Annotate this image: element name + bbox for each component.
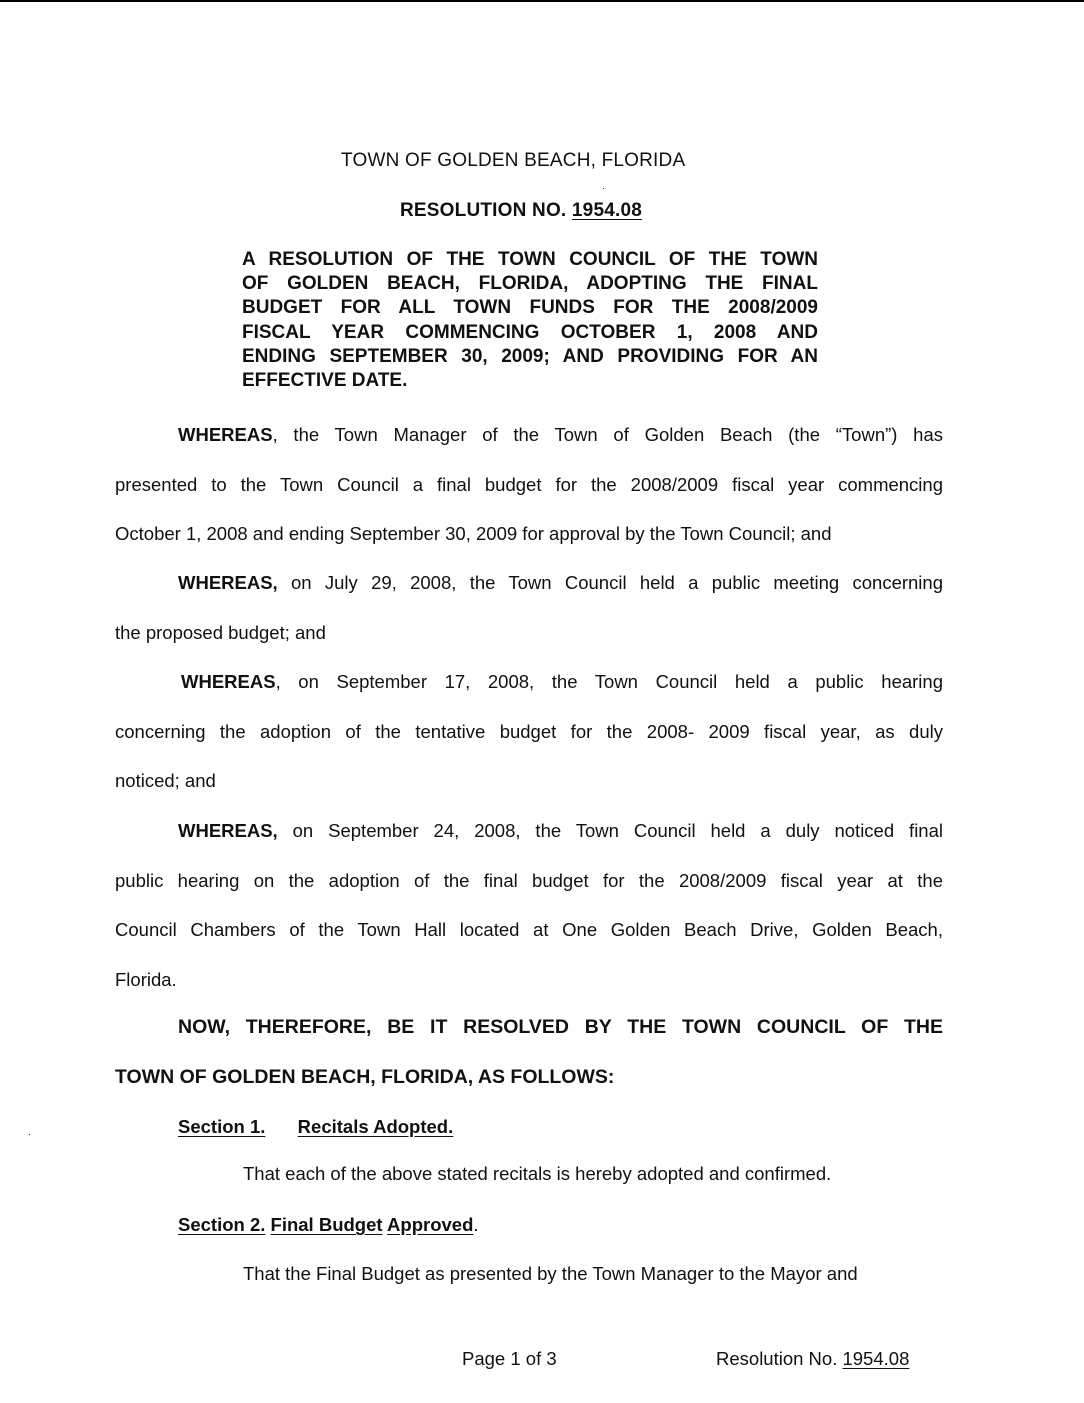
scan-top-edge bbox=[0, 0, 1084, 2]
clause-line: the proposed budget; and bbox=[115, 621, 326, 643]
clause-text: on July 29, 2008, the Town Council held a public meeting concerning bbox=[277, 572, 943, 593]
footer-resolution bbox=[716, 1348, 909, 1370]
town-name: TOWN OF GOLDEN BEACH, FLORIDA bbox=[341, 150, 686, 171]
footer-resolution-label: Resolution No. bbox=[716, 1348, 838, 1369]
resolved-line: TOWN OF GOLDEN BEACH, FLORIDA, AS FOLLOWS: bbox=[115, 1065, 615, 1088]
clause-text: on September 24, 2008, the Town Council held a duly noticed final bbox=[277, 820, 943, 841]
clause-line bbox=[115, 806, 943, 856]
resolution-heading bbox=[400, 200, 642, 222]
section-1-heading bbox=[178, 1116, 453, 1138]
clause-text: , the Town Manager of the Town of Golden Beach (the “Town”) has bbox=[272, 424, 943, 445]
whereas-clause-3 bbox=[115, 657, 943, 806]
section-title-part: Approved bbox=[387, 1214, 474, 1235]
document-title bbox=[341, 150, 685, 172]
whereas-clause-2 bbox=[115, 558, 943, 657]
caption-line: FISCAL YEAR COMMENCING OCTOBER 1, 2008 AND bbox=[242, 321, 818, 343]
whereas-keyword: WHEREAS bbox=[178, 424, 273, 445]
whereas-clause-4 bbox=[115, 806, 943, 1004]
caption-line: ENDING SEPTEMBER 30, 2009; AND PROVIDING FOR AN bbox=[242, 345, 818, 367]
resolved-clause bbox=[115, 1003, 943, 1102]
section-title: Recitals Adopted. bbox=[297, 1116, 454, 1137]
clause-line: October 1, 2008 and ending September 30, 2009 for approval by the Town Council; and bbox=[115, 523, 832, 544]
whereas-keyword: WHEREAS, bbox=[178, 572, 278, 593]
section-title-period: . bbox=[473, 1214, 479, 1235]
whereas-keyword: WHEREAS, bbox=[178, 820, 278, 841]
clause-line: concerning the adoption of the tentative budget for the 2008- 2009 fiscal year, as duly bbox=[115, 720, 943, 742]
caption-line: BUDGET FOR ALL TOWN FUNDS FOR THE 2008/2009 bbox=[242, 297, 818, 319]
resolution-label: RESOLUTION NO. bbox=[400, 200, 567, 221]
caption-line: A RESOLUTION OF THE TOWN COUNCIL OF THE TOWN bbox=[242, 249, 818, 270]
clause-line bbox=[115, 657, 943, 707]
resolution-number: 1954.08 bbox=[571, 200, 642, 221]
footer-resolution-number: 1954.08 bbox=[842, 1348, 910, 1369]
section-2-body: That the Final Budget as presented by the Town Manager to the Mayor and bbox=[243, 1263, 858, 1284]
page-number: Page 1 of 3 bbox=[462, 1348, 557, 1369]
resolved-line: NOW, THEREFORE, BE IT RESOLVED BY THE TOWN COUNCIL OF THE bbox=[178, 1016, 943, 1038]
scan-speck bbox=[29, 1134, 30, 1135]
resolution-caption bbox=[242, 248, 818, 393]
scan-speck bbox=[603, 188, 604, 189]
clause-line: Council Chambers of the Town Hall located at One Golden Beach Drive, Golden Beach, bbox=[115, 919, 943, 940]
caption-line: EFFECTIVE DATE. bbox=[242, 370, 408, 392]
section-number: Section 2. bbox=[178, 1214, 266, 1235]
clause-line: public hearing on the adoption of the final budget for the 2008/2009 fiscal year at the bbox=[115, 869, 943, 891]
clause-line: Florida. bbox=[115, 968, 177, 990]
clause-line bbox=[115, 558, 943, 608]
caption-line: OF GOLDEN BEACH, FLORIDA, ADOPTING THE FINAL bbox=[242, 273, 818, 295]
section-number: Section 1. bbox=[178, 1116, 266, 1137]
clause-line: noticed; and bbox=[115, 770, 216, 791]
section-1-body: That each of the above stated recitals is hereby adopted and confirmed. bbox=[243, 1163, 832, 1184]
clause-line: presented to the Town Council a final budget for the 2008/2009 fiscal year commencing bbox=[115, 473, 943, 495]
whereas-clause-1 bbox=[115, 410, 943, 559]
clause-text: , on September 17, 2008, the Town Council held a public hearing bbox=[275, 671, 943, 692]
section-title-part: Final Budget bbox=[270, 1214, 383, 1235]
section-2-heading bbox=[178, 1214, 479, 1236]
whereas-keyword: WHEREAS bbox=[181, 671, 276, 692]
clause-line bbox=[115, 410, 943, 460]
